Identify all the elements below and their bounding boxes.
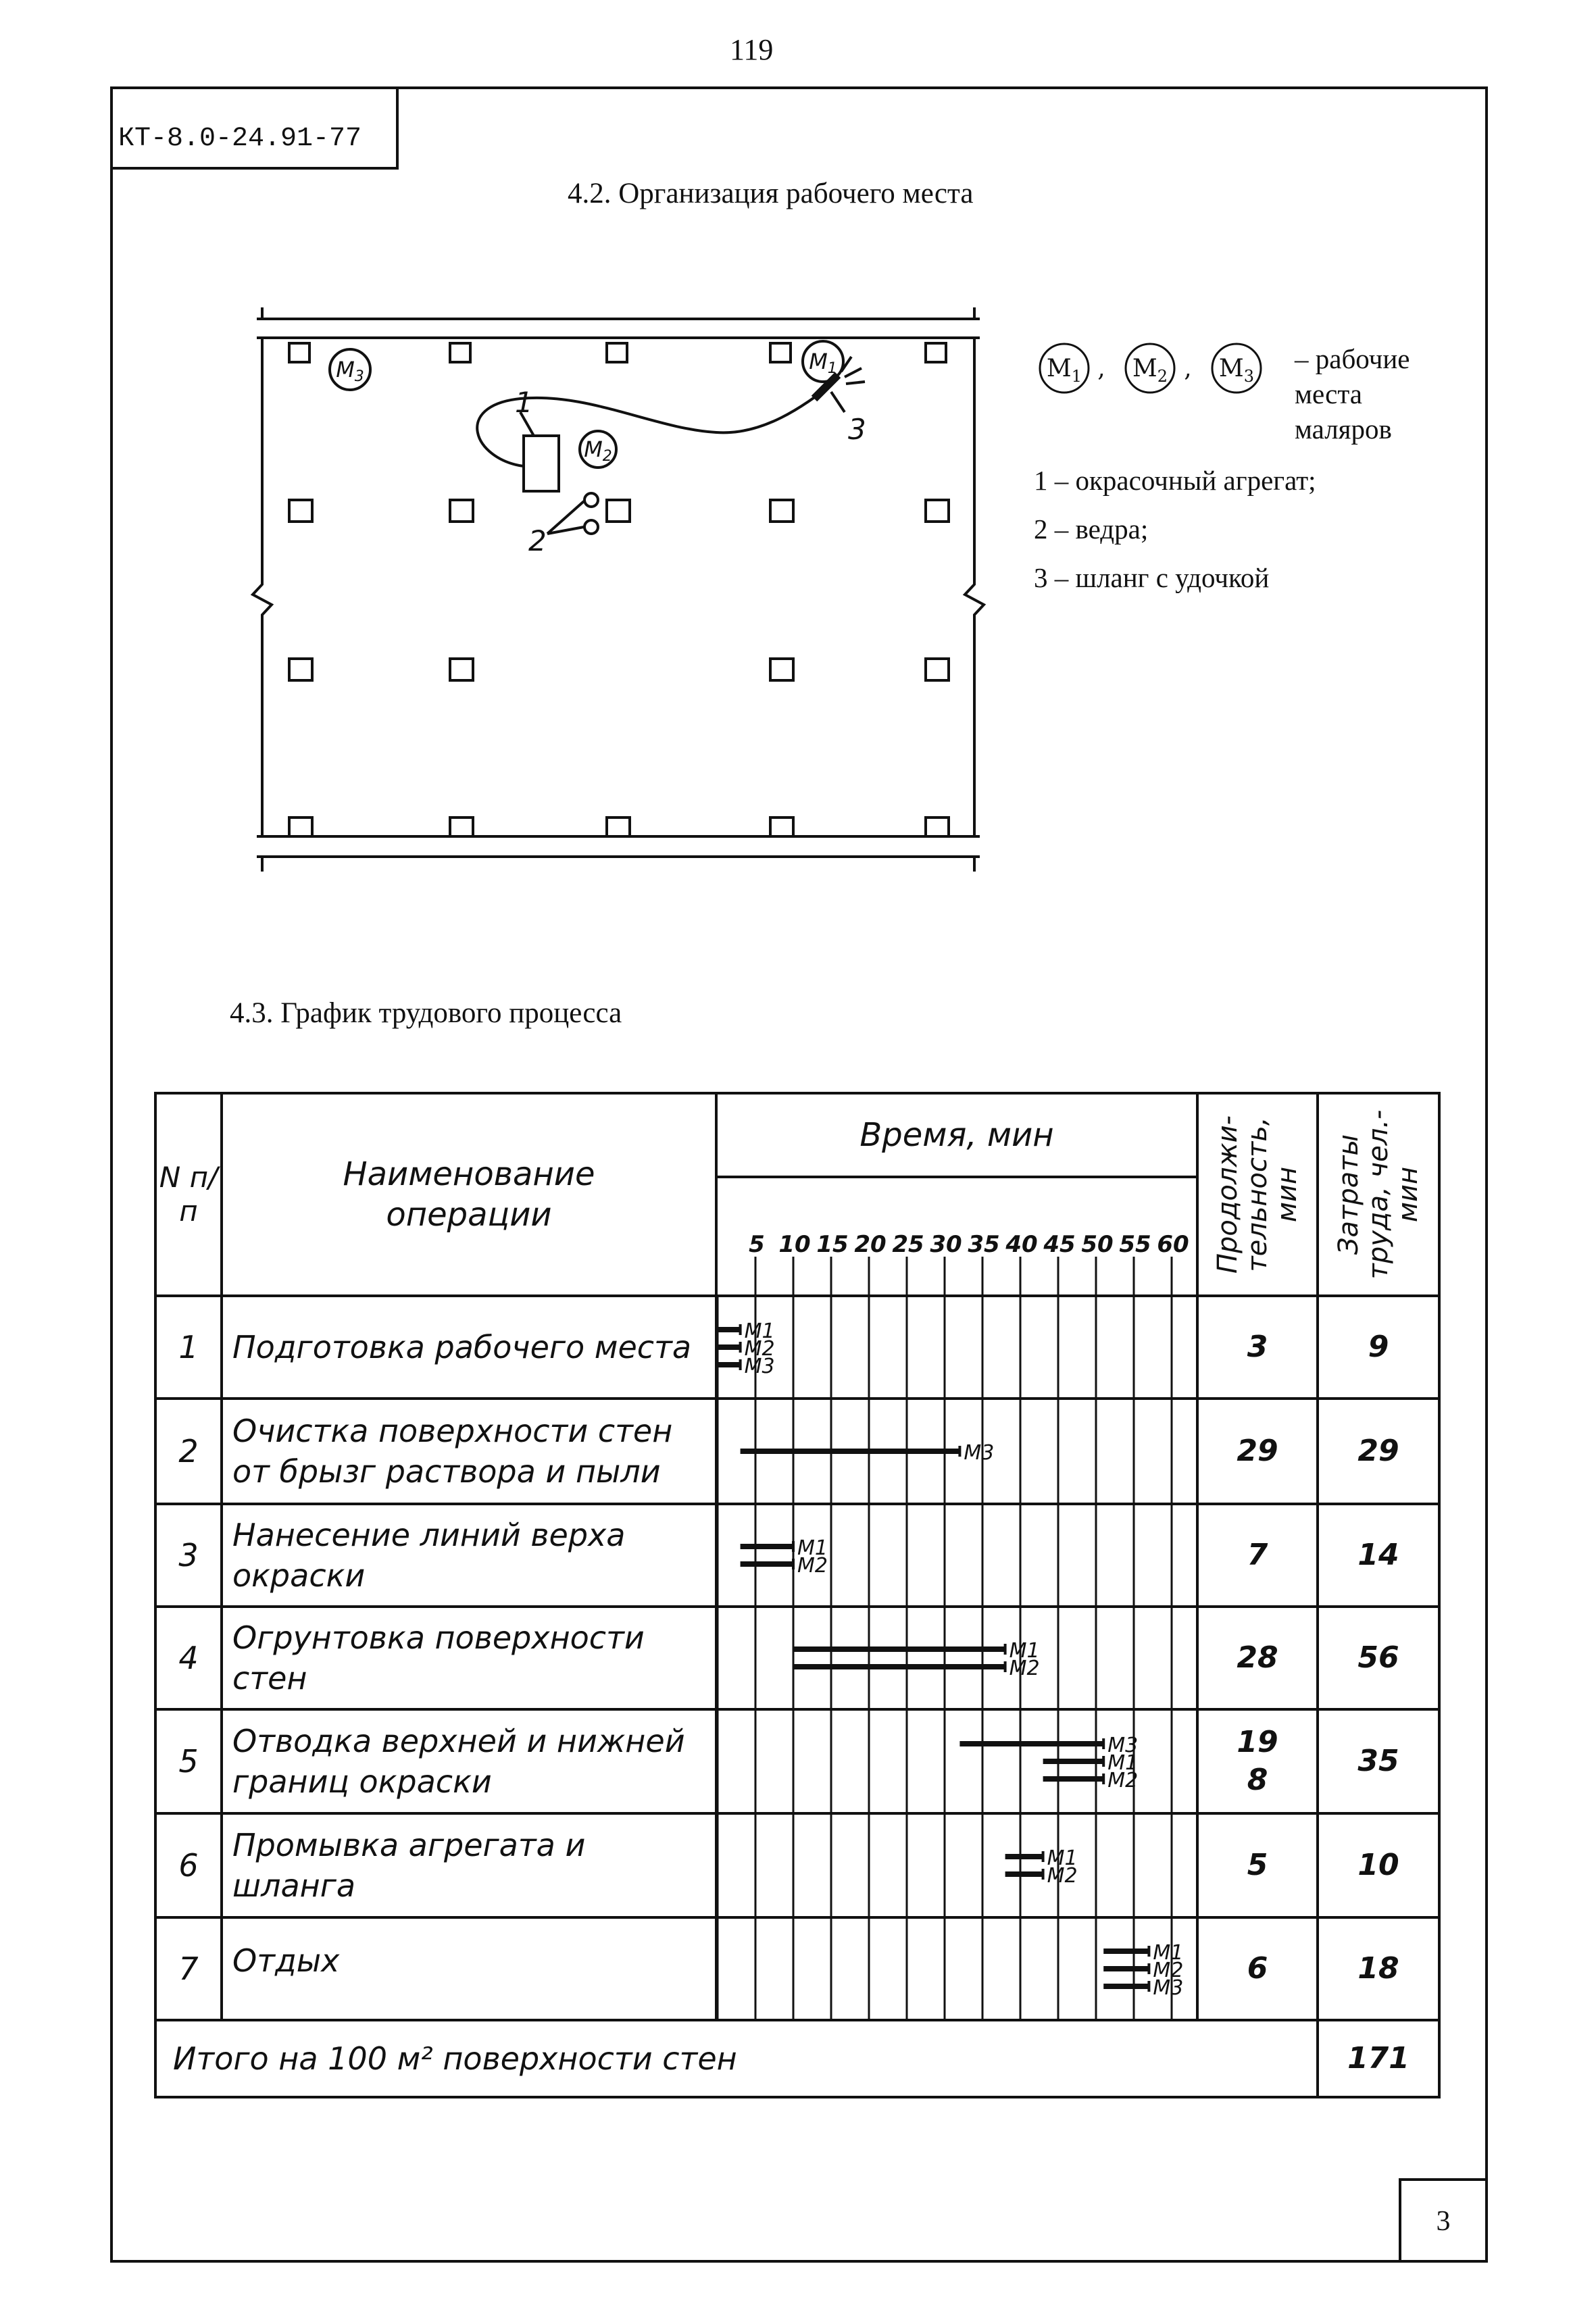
row-timeline [716,1504,1197,1607]
row-timeline [716,1917,1197,2020]
sheet-number-box [1399,2178,1488,2263]
row-duration: 19 8 [1197,1709,1318,1813]
plan-callout-1: 1 [515,386,533,419]
row-duration: 7 [1197,1504,1318,1607]
plan-worker-m2: M2 [584,436,612,465]
legend-item-3: 3 – шланг с удочкой [1034,562,1270,593]
row-timeline [716,1607,1197,1709]
row-labor: 18 [1318,1917,1439,2020]
row-timeline [716,1399,1197,1504]
row-duration: 5 [1197,1813,1318,1917]
time-tick-label: 35 [968,1231,1000,1258]
row-operation: Отводка верхней и нижней границ окраски [222,1709,716,1813]
row-operation: Подготовка рабочего места [222,1296,716,1399]
header-num: N п/п [155,1093,222,1296]
gantt-bar-worker-label: M2 [1009,1657,1040,1680]
row-duration: 6 [1197,1917,1318,2020]
plan-worker-m3: M3 [336,357,364,385]
row-duration: 28 [1197,1607,1318,1709]
plan-callout-2: 2 [528,524,547,557]
row-operation: Промывка агрегата и шланга [222,1813,716,1917]
time-tick-label: 15 [816,1231,849,1258]
gantt-bar-worker-label: M1 [1009,1639,1040,1663]
gantt-bar-worker-label: M2 [1047,1864,1078,1888]
row-duration: 3 [1197,1296,1318,1399]
svg-text:M2: $M_2$ [1132,355,1168,386]
doc-code: КТ-8.0-24.91-77 [118,124,362,154]
doc-code-box [110,86,399,170]
header-labor: Затраты труда, чел.-мин [1318,1093,1439,1296]
row-operation: Очистка поверхности стен от брызг раствора и пыли [222,1399,716,1504]
legend-item-1: 1 – окрасочный агрегат; [1034,465,1316,496]
row-num: 3 [155,1504,222,1607]
gantt-bar-worker-label: M1 [1107,1751,1139,1775]
time-tick-label: 45 [1043,1231,1076,1258]
time-tick-label: 55 [1119,1231,1151,1258]
gantt-bar-worker-label: M3 [964,1441,995,1465]
legend-workers-text: – рабочие места маляров [1295,343,1410,445]
time-tick-label: 20 [854,1231,887,1258]
row-num: 7 [155,1917,222,2020]
gantt-bar-worker-label: M2 [744,1337,775,1361]
row-operation: Нанесение линий верха окраски [222,1504,716,1607]
svg-text:,: , [1184,355,1192,382]
gantt-bar-worker-label: M1 [744,1319,775,1343]
row-labor: 29 [1318,1399,1439,1504]
row-timeline [716,1709,1197,1813]
total-value: 171 [1318,2020,1439,2097]
header-time-ticks [716,1177,1197,1296]
header-duration: Продолжи- тельность, мин [1197,1093,1318,1296]
row-operation: Огрунтовка поверхности стен [222,1607,716,1709]
gantt-bar-worker-label: M2 [1153,1959,1184,1982]
svg-text:M1: $M_1$ [1046,355,1082,386]
time-tick-label: 5 [749,1231,765,1258]
svg-text:M3: $M_3$ [1218,355,1255,386]
row-labor: 14 [1318,1504,1439,1607]
labor-schedule-table [154,1092,1441,2098]
total-label: Итого на 100 м² поверхности стен [155,2020,1318,2097]
plan-legend [1034,341,1473,594]
row-num: 4 [155,1607,222,1709]
time-tick-label: 30 [930,1231,962,1258]
row-duration: 29 [1197,1399,1318,1504]
time-tick-label: 50 [1081,1231,1114,1258]
gantt-bar-worker-label: M3 [1107,1734,1139,1757]
row-labor: 10 [1318,1813,1439,1917]
time-tick-label: 25 [892,1231,924,1258]
time-tick-label: 60 [1157,1231,1189,1258]
header-time: Время, мин [716,1093,1197,1177]
row-num: 5 [155,1709,222,1813]
page-number: 119 [730,33,774,66]
plan-callout-3: 3 [848,413,866,446]
time-tick-label: 10 [778,1231,811,1258]
time-tick-label: 40 [1005,1231,1038,1258]
section-43-title: 4.3. График трудового процесса [230,997,622,1029]
row-labor: 56 [1318,1607,1439,1709]
gantt-bar-worker-label: M3 [744,1355,775,1378]
plan-worker-m1: M1 [809,349,837,377]
row-num: 6 [155,1813,222,1917]
row-num: 2 [155,1399,222,1504]
row-timeline [716,1296,1197,1399]
header-name: Наименование операции [222,1093,716,1296]
gantt-bar-worker-label: M2 [1107,1769,1139,1792]
gantt-bar-worker-label: M1 [1153,1941,1184,1965]
gantt-bar-worker-label: M1 [1047,1846,1078,1870]
row-num: 1 [155,1296,222,1399]
sheet-number: 3 [1436,2206,1451,2237]
svg-text:,: , [1097,355,1105,382]
row-timeline [716,1813,1197,1917]
gantt-bar-worker-label: M2 [797,1554,828,1578]
workplace-plan [250,304,993,885]
row-labor: 35 [1318,1709,1439,1813]
gantt-bar-worker-label: M1 [797,1536,828,1560]
legend-worker-symbols [1034,341,1291,395]
row-labor: 9 [1318,1296,1439,1399]
section-42-title: 4.2. Организация рабочего места [568,178,974,209]
row-operation: Отдых [222,1917,716,2020]
legend-item-2: 2 – ведра; [1034,513,1149,545]
gantt-bar-worker-label: M3 [1153,1976,1184,2000]
